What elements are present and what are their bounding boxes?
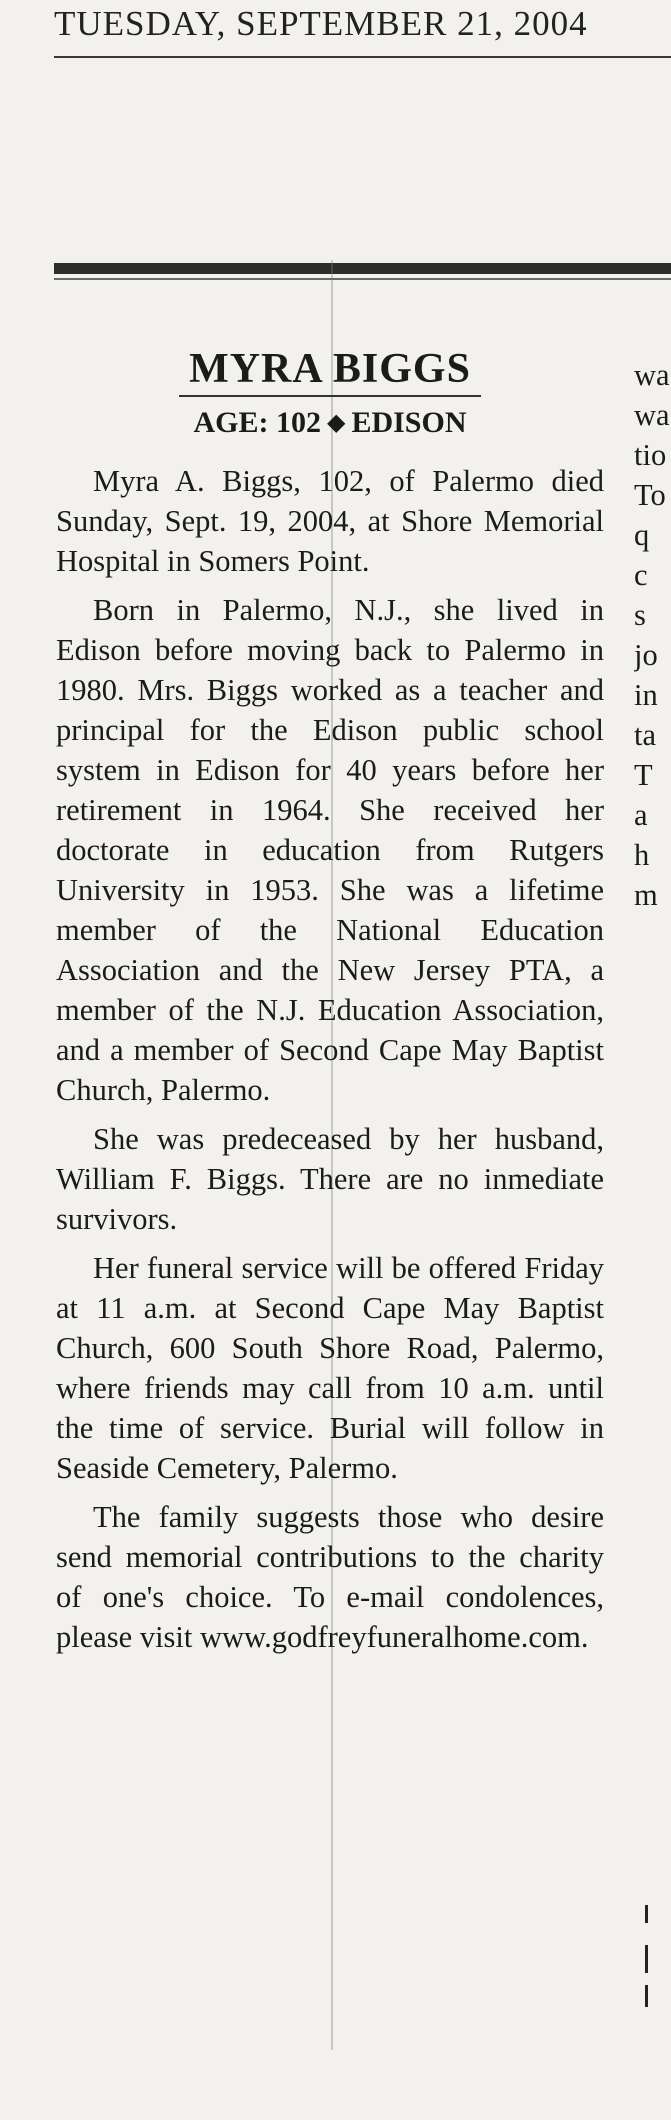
paragraph-funeral: Her funeral service will be offered Friday at 11 a.m. at Second Cape May Baptist Church, 600 South Shore Road, Palermo, where friends may call from 10 a.m. until the time of service. Burial will follow in Seaside Cemetery, Palermo. xyxy=(56,1251,604,1485)
adjacent-fragment: a xyxy=(634,798,648,832)
edge-speck xyxy=(645,1905,648,1923)
adjacent-fragment: s xyxy=(634,598,646,632)
headline-text: MYRA BIGGS xyxy=(179,345,481,397)
adjacent-fragment: tio xyxy=(634,438,667,472)
adjacent-fragment: c xyxy=(634,558,648,592)
obituary-body xyxy=(56,461,604,1657)
paragraph-biography: Born in Palermo, N.J., she lived in Edison before moving back to Palermo in 1980. Mrs. Biggs worked as a teacher and principal for the Edison public school system in Edison for 40 years before her retirement in 1964. She received her doctorate in education from Rutgers University in 1953. She was a lifetime member of the National Education Association and the New Jersey PTA, a member of the N.J. Education Association, and a member of Second Cape May Baptist Church, Palermo. xyxy=(56,593,604,1107)
adjacent-fragment: h xyxy=(634,838,650,872)
adjacent-fragment: ta xyxy=(634,718,657,752)
adjacent-fragment: in xyxy=(634,678,658,712)
adjacent-fragment: q xyxy=(634,518,650,552)
paragraph-death-notice: Myra A. Biggs, 102, of Palermo died Sunday, Sept. 19, 2004, at Shore Memorial Hospital in Somers Point. xyxy=(56,464,604,578)
adjacent-fragment: wa xyxy=(634,398,670,432)
paragraph-contributions: The family suggests those who desire send memorial contributions to the charity of one's choice. To e-mail condolences, please visit www.godfreyfuneralhome.com. xyxy=(56,1500,604,1654)
adjacent-fragment: jo xyxy=(634,638,658,672)
adjacent-fragment: To xyxy=(634,478,666,512)
adjacent-fragment: wa xyxy=(634,358,670,392)
paragraph-survivors: She was predeceased by her husband, William F. Biggs. There are no inmediate survivors. xyxy=(56,1122,604,1236)
obituary-article xyxy=(56,345,604,1666)
adjacent-fragment: m xyxy=(634,878,658,912)
obituary-headline xyxy=(56,345,604,397)
obituary-subhead xyxy=(56,403,604,443)
diamond-separator-icon: ◆ xyxy=(326,410,346,436)
section-divider-thin xyxy=(54,278,671,280)
age-label: AGE: 102 xyxy=(193,406,321,439)
dateline-rule xyxy=(54,56,671,58)
section-divider xyxy=(54,263,671,274)
edge-speck xyxy=(645,1985,648,2007)
town-label: EDISON xyxy=(351,406,467,439)
adjacent-fragment: T xyxy=(634,758,653,792)
edge-speck xyxy=(645,1945,648,1973)
dateline: TUESDAY, SEPTEMBER 21, 2004 xyxy=(54,4,588,43)
adjacent-column-cutoff xyxy=(634,355,671,915)
